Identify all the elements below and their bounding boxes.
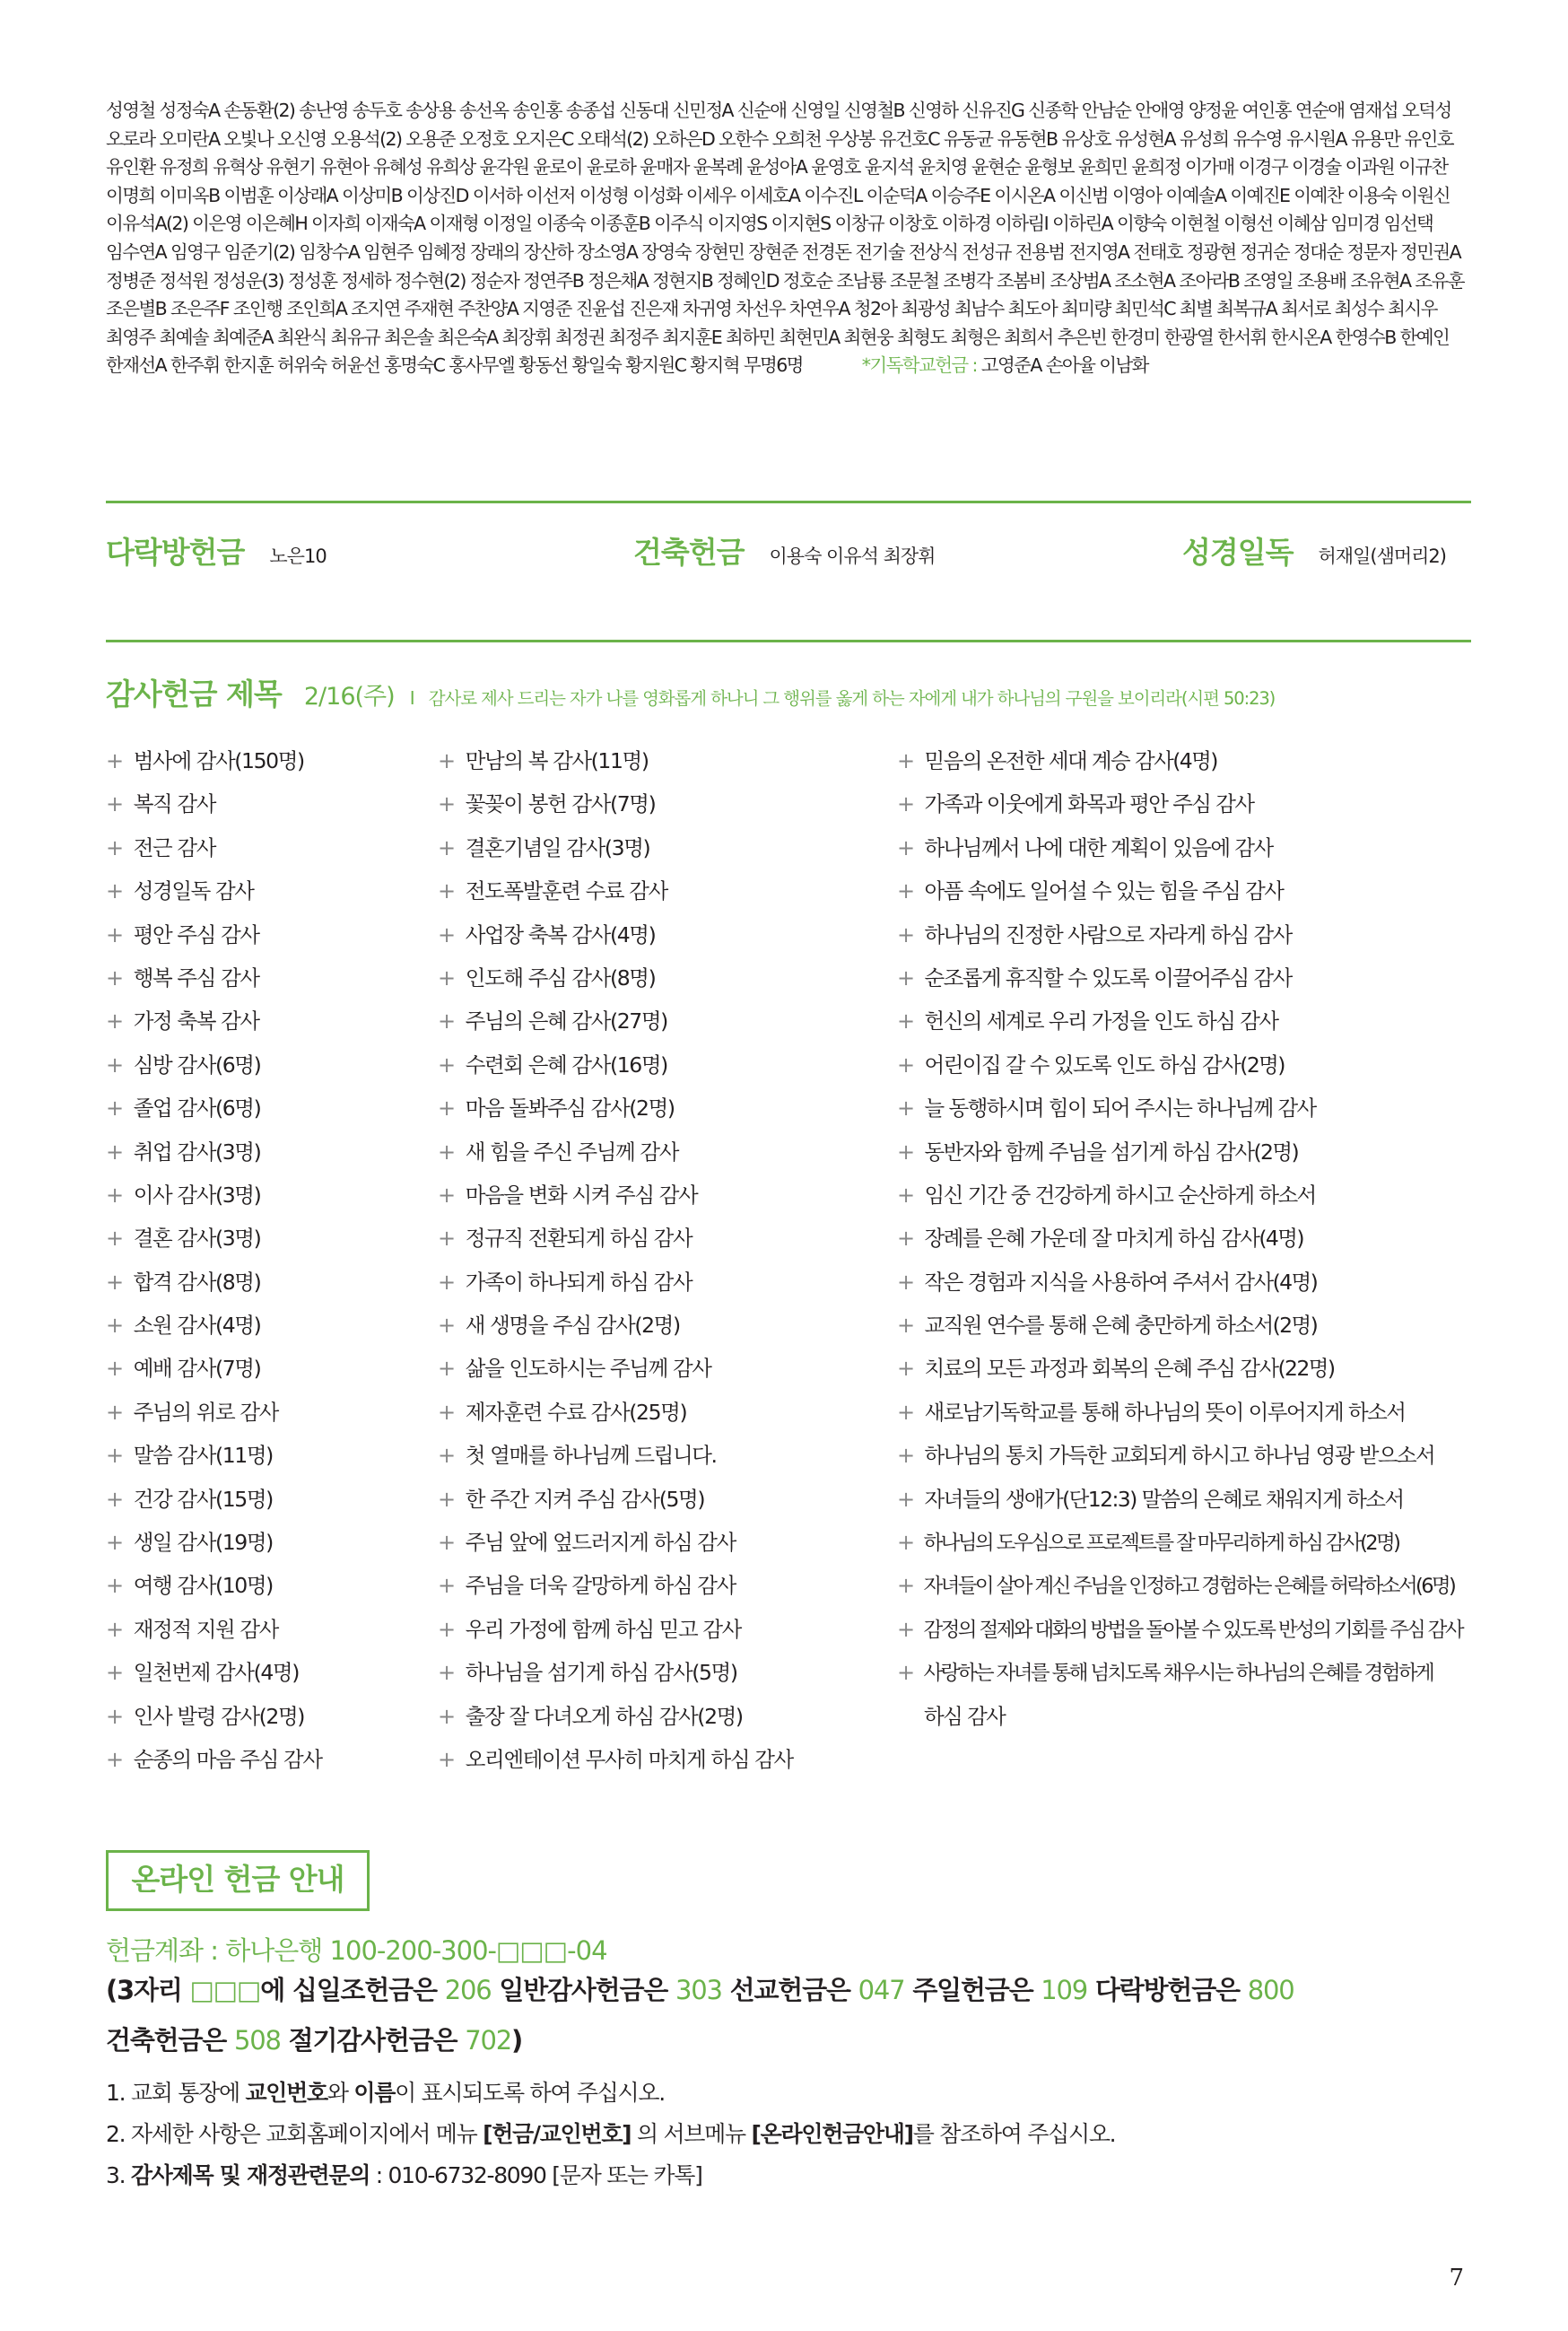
plus-icon: + xyxy=(438,1530,455,1556)
thanks-item xyxy=(106,1222,322,1265)
note-text: : 010-6732-8090 [문자 또는 카톡] xyxy=(375,2162,702,2188)
thanks-item xyxy=(897,919,1462,962)
note-text: 의 서브메뉴 xyxy=(636,2121,745,2147)
thanks-item xyxy=(438,1136,793,1179)
thanks-item xyxy=(438,1049,793,1092)
plus-icon: + xyxy=(106,748,123,773)
thanks-list-col1 xyxy=(106,745,322,1786)
thanks-item-label: 교직원 연수를 통해 은혜 충만하게 하소서(2명) xyxy=(924,1313,1318,1339)
thanks-item xyxy=(106,919,322,962)
plus-icon: + xyxy=(438,791,455,817)
thanks-item-label: 가정 축복 감사 xyxy=(133,1008,259,1035)
thanks-item xyxy=(897,1613,1462,1656)
offering-names: 성영철 성정숙A 손동환(2) 송난영 송두호 송상용 송선옥 송인홍 송종섭 신동대 신민정A 신순애 신영일 신영철B 신영하 신유진G 신종학 안남순 안애영 양정윤 여인홍 연순애 염재섭 오덕성 오로라 오미란A 오빛나 오신영 오용석(2) 오용준 오정호 오지은C 오태석(2) 오하은D 오한수 오희천 우상봉 유건호C 유동균 유동현B 유상호 유성현A 유성희 유수영 유시원A 유용만 유인호 유인환 유정희 유혁상 유현기 유현아 유혜성 유희상 윤각원 윤로이 윤로하 윤매자 윤복례 윤성아A 윤영호 윤지석 윤치영 윤현순 윤형보 윤희민 윤희정 이가매 이경구 이경술 이과원 이규찬 이명희 이미옥B 이범훈 이상래A 이상미B 이상진D 이서하 이선저 이성형 이성화 이세우 이세호A 이수진L 이순덕A 이승주E 이시온A 이신범 이영아 이예솔A 이예진E 이예찬 이용숙 이원신 이유석A(2) 이은영 이은혜H 이자희 이재숙A 이재형 이정일 이종숙 이종훈B 이주식 이지영S 이지현S 이창규 이창호 이하경 이하림I 이하린A 이향숙 이현철 이형선 이혜삼 임미경 임선택 임수연A 임영구 임준기(2) 임창수A 임현주 임혜정 장래의 장산하 장소영A 장영숙 장현민 장현준 전경돈 전기술 전상식 전성규 전용범 전지영A 전태호 정광현 정귀순 정대순 정문자 정민권A 정병준 정석원 정성운(3) 정성훈 정세하 정수현(2) 정순자 정연주B 정은채A 정현지B 정혜인D 정호순 조남룡 조문철 조병각 조봄비 조상범A 조소현A 조아라B 조영일 조용배 조유현A 조유훈 조은별B 조은주F 조인행 조인희A 조지연 주재현 주찬양A 지영준 진윤섭 진은재 차귀영 차선우 차연우A 청2아 최광성 최남수 최도아 최미량 최민석C 최별 최복규A 최서로 최성수 최시우 최영주 최예솔 최예준A 최완식 최유규 최은솔 최은숙A 최장휘 최정권 최정주 최지훈E 최하민 최현민A 최현웅 최형도 최형은 최희서 추은빈 한경미 한광열 한서휘 한시온A 한영수B 한예인 한재선A 한주휘 한지훈 허위숙 허윤선 홍명숙C 홍사무엘 황동선 황일숙 황지원C 황지혁 무명6명 xyxy=(106,100,1464,377)
thanks-item xyxy=(106,1483,322,1526)
thanks-item xyxy=(438,1092,793,1135)
thanks-item xyxy=(106,1266,322,1309)
code-number: 702 xyxy=(465,2025,512,2056)
note-3 xyxy=(106,2155,1115,2196)
plus-icon: + xyxy=(438,1573,455,1599)
thanks-item xyxy=(438,788,793,831)
thanks-item-label: 동반자와 함께 주님을 섬기게 하심 감사(2명) xyxy=(924,1139,1299,1165)
thanks-item-label: 새 힘을 주신 주님께 감사 xyxy=(465,1139,679,1165)
offering-names-block xyxy=(106,97,1469,380)
note-bold: 교인번호 xyxy=(245,2080,327,2106)
thanks-item-label: 임신 기간 중 건강하게 하시고 순산하게 하소서 xyxy=(924,1182,1316,1208)
thanks-item-label: 감정의 절제와 대화의 방법을 돌아볼 수 있도록 반성의 기회를 주심 감사 xyxy=(923,1618,1462,1642)
thanks-item xyxy=(106,1743,322,1786)
account-line: 헌금계좌 : 하나은행 100-200-300-□□□-04 xyxy=(106,1935,607,1966)
plus-icon: + xyxy=(438,1356,455,1382)
thanks-list-col3 xyxy=(897,745,1462,1743)
plus-icon: + xyxy=(438,1486,455,1512)
plus-icon: + xyxy=(106,1096,123,1122)
thanks-item xyxy=(106,1179,322,1222)
thanks-item xyxy=(438,1700,793,1743)
thanks-item xyxy=(438,1569,793,1612)
plus-icon: + xyxy=(438,1746,455,1772)
thanks-item-label: 범사에 감사(150명) xyxy=(133,748,304,773)
thanks-list-col2 xyxy=(438,745,793,1786)
plus-icon: + xyxy=(897,1660,913,1686)
thanks-item xyxy=(106,875,322,918)
thanks-item xyxy=(438,1352,793,1395)
plus-icon: + xyxy=(897,748,914,773)
thanks-item xyxy=(106,1526,322,1569)
thanks-item xyxy=(897,1309,1462,1352)
offering-names: 노은10 xyxy=(269,546,327,567)
plus-icon: + xyxy=(106,878,123,904)
thanks-item-label: 일천번제 감사(4명) xyxy=(133,1660,299,1686)
thanks-item xyxy=(106,1049,322,1092)
plus-icon: + xyxy=(106,1573,123,1599)
thanks-item xyxy=(106,788,322,831)
plus-icon: + xyxy=(438,748,455,773)
thanks-item xyxy=(106,962,322,1005)
plus-icon: + xyxy=(897,1182,914,1208)
thanks-item-label: 주님의 위로 감사 xyxy=(133,1399,278,1425)
plus-icon: + xyxy=(106,1052,123,1078)
plus-icon: + xyxy=(438,1616,455,1642)
code-number: 109 xyxy=(1041,1975,1088,2005)
thanks-item-label: 심방 감사(6명) xyxy=(133,1052,261,1078)
thanks-item-label: 하심 감사 xyxy=(924,1703,1006,1729)
note-text: 2. 자세한 사항은 교회홈페이지에서 메뉴 xyxy=(106,2121,477,2147)
note-2 xyxy=(106,2114,1115,2155)
plus-icon: + xyxy=(438,1269,455,1295)
thanks-item xyxy=(438,1656,793,1699)
plus-icon: + xyxy=(897,921,914,947)
thanks-item xyxy=(897,1092,1462,1135)
thanks-item xyxy=(897,1222,1462,1265)
plus-icon: + xyxy=(106,1399,123,1425)
note-text: 와 xyxy=(327,2080,348,2106)
thanks-item-label: 취업 감사(3명) xyxy=(133,1139,261,1165)
note-bold: 이름 xyxy=(353,2080,396,2106)
thanks-item-label: 전근 감사 xyxy=(133,834,215,860)
offering-title: 다락방헌금 xyxy=(106,535,245,570)
thanks-item-label: 이사 감사(3명) xyxy=(133,1182,261,1208)
thanks-item xyxy=(897,1483,1462,1526)
thanks-item-label: 정규직 전환되게 하심 감사 xyxy=(465,1226,693,1252)
thanks-item-label: 제자훈련 수료 감사(25명) xyxy=(465,1399,687,1425)
thanks-item xyxy=(897,1179,1462,1222)
plus-icon: + xyxy=(106,965,123,991)
thanks-item xyxy=(897,788,1462,831)
thanks-item xyxy=(438,875,793,918)
thanks-item xyxy=(438,1396,793,1439)
note-bold: [헌금/교인번호] xyxy=(483,2121,632,2147)
offering-names: 허재일(샘머리2) xyxy=(1318,546,1446,567)
plus-icon: + xyxy=(897,834,914,860)
thanks-item-label: 작은 경험과 지식을 사용하여 주셔서 감사(4명) xyxy=(924,1269,1318,1295)
plus-icon: + xyxy=(106,1313,123,1339)
plus-icon: + xyxy=(897,1052,914,1078)
thanks-item-label: 자녀들이 살아 계신 주님을 인정하고 경험하는 은혜를 허락하소서(6명) xyxy=(923,1575,1455,1599)
plus-icon: + xyxy=(438,878,455,904)
thanks-item xyxy=(897,1569,1462,1612)
thanks-item-label: 결혼기념일 감사(3명) xyxy=(465,834,650,860)
plus-icon: + xyxy=(438,1313,455,1339)
plus-icon: + xyxy=(897,1486,914,1512)
thanks-item-label: 꽃꽂이 봉헌 감사(7명) xyxy=(465,791,656,817)
plus-icon: + xyxy=(897,791,914,817)
plus-icon: + xyxy=(897,1443,914,1469)
divider-top xyxy=(106,501,1471,503)
plus-icon: + xyxy=(106,1486,123,1512)
thanks-item-label: 헌신의 세계로 우리 가정을 인도 하심 감사 xyxy=(924,1008,1278,1035)
offering-building xyxy=(633,529,935,572)
thanks-item-label: 오리엔테이션 무사히 마치게 하심 감사 xyxy=(465,1746,793,1772)
note-1 xyxy=(106,2073,1115,2114)
code-text: 선교헌금은 xyxy=(729,1975,850,2005)
thanks-item xyxy=(106,832,322,875)
thanks-item-label: 예배 감사(7명) xyxy=(133,1356,261,1382)
thanks-item-label: 우리 가정에 함께 하심 믿고 감사 xyxy=(465,1616,741,1642)
thanks-item-label: 하나님께서 나에 대한 계획이 있음에 감사 xyxy=(924,834,1273,860)
code-text: 일반감사헌금은 xyxy=(499,1975,668,2005)
thanks-item xyxy=(897,1700,1462,1743)
code-text: 절기감사헌금은 xyxy=(288,2025,457,2056)
plus-icon: + xyxy=(438,1703,455,1729)
thanks-item-label: 주님을 더욱 갈망하게 하심 감사 xyxy=(465,1573,736,1599)
code-text: (3자리 xyxy=(106,1975,182,2005)
plus-icon: + xyxy=(106,834,123,860)
thanks-item xyxy=(897,1136,1462,1179)
plus-icon: + xyxy=(106,1008,123,1035)
plus-icon: + xyxy=(897,1269,914,1295)
thanks-item-label: 장례를 은혜 가운데 잘 마치게 하심 감사(4명) xyxy=(924,1226,1303,1252)
code-text: 다락방헌금은 xyxy=(1094,1975,1240,2005)
code-number: 047 xyxy=(858,1975,905,2005)
thanks-item xyxy=(438,1613,793,1656)
plus-icon: + xyxy=(438,1052,455,1078)
thanks-item-label: 새 생명을 주심 감사(2명) xyxy=(465,1313,680,1339)
note-text: 를 참조하여 주십시오. xyxy=(912,2121,1116,2147)
plus-icon: + xyxy=(106,791,123,817)
thanks-item xyxy=(438,1179,793,1222)
plus-icon: + xyxy=(106,1226,123,1252)
thanks-item-label: 가족이 하나되게 하심 감사 xyxy=(465,1269,693,1295)
plus-icon: + xyxy=(438,965,455,991)
thanks-item xyxy=(897,1396,1462,1439)
thanks-item xyxy=(897,1005,1462,1048)
code-text: 에 십일조헌금은 xyxy=(260,1975,437,2005)
thanks-item xyxy=(897,875,1462,918)
thanks-item xyxy=(897,745,1462,788)
thanks-item xyxy=(897,1049,1462,1092)
thanks-item xyxy=(438,1743,793,1786)
thanks-item-label: 출장 잘 다녀오게 하심 감사(2명) xyxy=(465,1703,743,1729)
offering-names: 이용숙 이유석 최장휘 xyxy=(769,546,936,567)
thanks-item-label: 소원 감사(4명) xyxy=(133,1313,261,1339)
thanks-item-label: 아픔 속에도 일어설 수 있는 힘을 주심 감사 xyxy=(924,878,1284,904)
thanks-item-label: 하나님을 섬기게 하심 감사(5명) xyxy=(465,1660,737,1686)
thanks-item xyxy=(106,1005,322,1048)
plus-icon: + xyxy=(438,1182,455,1208)
plus-icon: + xyxy=(106,1269,123,1295)
plus-icon: + xyxy=(897,878,914,904)
plus-icon: + xyxy=(106,1616,123,1642)
thanks-item xyxy=(438,1439,793,1482)
plus-icon: + xyxy=(438,1226,455,1252)
plus-icon: + xyxy=(438,1096,455,1122)
plus-icon: + xyxy=(106,1356,123,1382)
prayer-school-label: *기독학교헌금 : xyxy=(861,354,977,377)
plus-icon: + xyxy=(106,1443,123,1469)
thanks-item xyxy=(438,1266,793,1309)
code-line-2 xyxy=(106,2021,1469,2057)
thanks-item-label: 마음 돌봐주심 감사(2명) xyxy=(465,1096,675,1122)
plus-icon: + xyxy=(897,1096,914,1122)
thanks-item xyxy=(438,1483,793,1526)
plus-icon: + xyxy=(438,1660,455,1686)
thanks-item xyxy=(106,1656,322,1699)
offering-title: 성경일독 xyxy=(1182,535,1294,570)
thanks-item-label: 결혼 감사(3명) xyxy=(133,1226,261,1252)
offering-darakbang xyxy=(106,529,327,572)
plus-icon: + xyxy=(106,1746,123,1772)
plus-icon: + xyxy=(897,965,914,991)
thanks-item-label: 인도해 주심 감사(8명) xyxy=(465,965,656,991)
plus-icon: + xyxy=(106,1139,123,1165)
note-text: 3. xyxy=(106,2162,126,2188)
online-notes xyxy=(106,2073,1115,2196)
thanks-item-label: 주님의 은혜 감사(27명) xyxy=(465,1008,667,1035)
thanks-item-label: 여행 감사(10명) xyxy=(133,1573,273,1599)
thanks-item-label: 수련회 은혜 감사(16명) xyxy=(465,1052,667,1078)
thanks-item-label: 말씀 감사(11명) xyxy=(133,1443,273,1469)
thanks-item-label: 성경일독 감사 xyxy=(133,878,254,904)
thanks-item xyxy=(897,1439,1462,1482)
thanks-item-label: 졸업 감사(6명) xyxy=(133,1096,261,1122)
plus-icon: + xyxy=(106,1182,123,1208)
thanks-date: 2/16(주) xyxy=(303,683,395,711)
page-number: 7 xyxy=(1449,2265,1464,2292)
thanks-item-label: 주님 앞에 엎드러지게 하심 감사 xyxy=(465,1530,736,1556)
thanks-item xyxy=(438,1309,793,1352)
note-bold: 감사제목 및 재정관련문의 xyxy=(130,2162,370,2188)
thanks-item-label: 치료의 모든 과정과 회복의 은혜 주심 감사(22명) xyxy=(924,1356,1335,1382)
thanks-item xyxy=(897,832,1462,875)
code-number: 206 xyxy=(444,1975,492,2005)
code-text: 주일헌금은 xyxy=(912,1975,1033,2005)
thanks-item-label: 사랑하는 자녀를 통해 넘치도록 채우시는 하나님의 은혜를 경험하게 xyxy=(923,1662,1433,1686)
thanks-item-label: 가족과 이웃에게 화목과 평안 주심 감사 xyxy=(924,791,1254,817)
thanks-item-label: 순조롭게 휴직할 수 있도록 이끌어주심 감사 xyxy=(924,965,1292,991)
thanks-item-label: 재정적 지원 감사 xyxy=(133,1616,278,1642)
thanks-item xyxy=(106,1439,322,1482)
code-boxes: □□□ xyxy=(189,1975,261,2005)
code-text: ) xyxy=(511,2025,523,2056)
thanks-item xyxy=(438,745,793,788)
plus-icon: + xyxy=(897,1226,914,1252)
thanks-item xyxy=(106,1613,322,1656)
thanks-item-label: 첫 열매를 하나님께 드립니다. xyxy=(465,1443,717,1469)
thanks-item-label: 사업장 축복 감사(4명) xyxy=(465,921,656,947)
thanks-verse: 감사로 제사 드리는 자가 나를 영화롭게 하나니 그 행위를 옳게 하는 자에게 내가 하나님의 구원을 보이리라(시편 50:23) xyxy=(428,688,1276,709)
plus-icon: + xyxy=(438,1008,455,1035)
thanks-item xyxy=(897,1266,1462,1309)
plus-icon: + xyxy=(897,1616,913,1642)
plus-icon: + xyxy=(897,1530,913,1556)
thanks-item xyxy=(438,1526,793,1569)
thanks-item xyxy=(106,745,322,788)
thanks-item-label: 하나님의 진정한 사람으로 자라게 하심 감사 xyxy=(924,921,1292,947)
thanks-item-label: 전도폭발훈련 수료 감사 xyxy=(465,878,667,904)
code-line-1 xyxy=(106,1970,1469,2007)
plus-icon: + xyxy=(897,1313,914,1339)
thanks-item-label: 새로남기독학교를 통해 하나님의 뜻이 이루어지게 하소서 xyxy=(924,1399,1406,1425)
note-text: 이 표시되도록 하여 주십시오. xyxy=(395,2080,665,2106)
thanks-item xyxy=(106,1092,322,1135)
note-bold: [온라인헌금안내] xyxy=(751,2121,913,2147)
thanks-item xyxy=(897,962,1462,1005)
online-offering-title: 온라인 헌금 안내 xyxy=(106,1850,370,1911)
offering-title: 건축헌금 xyxy=(633,535,745,570)
plus-icon: + xyxy=(438,1139,455,1165)
thanks-item-label: 생일 감사(19명) xyxy=(133,1530,273,1556)
note-text: 1. 교회 통장에 xyxy=(106,2080,240,2106)
thanks-item xyxy=(438,1005,793,1048)
thanks-item-label: 마음을 변화 시켜 주심 감사 xyxy=(465,1182,698,1208)
thanks-item xyxy=(106,1136,322,1179)
code-number: 303 xyxy=(675,1975,722,2005)
thanks-separator: I xyxy=(409,687,415,709)
thanks-item xyxy=(106,1352,322,1395)
plus-icon: + xyxy=(106,1703,123,1729)
thanks-item-label: 믿음의 온전한 세대 계승 감사(4명) xyxy=(924,748,1217,773)
thanks-item xyxy=(106,1569,322,1612)
thanks-item xyxy=(106,1700,322,1743)
thanks-item-label: 행복 주심 감사 xyxy=(133,965,259,991)
thanks-item-label: 복직 감사 xyxy=(133,791,215,817)
code-number: 800 xyxy=(1247,1975,1294,2005)
code-number: 508 xyxy=(233,2025,281,2056)
thanks-item-label: 한 주간 지켜 주심 감사(5명) xyxy=(465,1486,705,1512)
thanks-item-label: 하나님의 도우심으로 프로젝트를 잘 마무리하게 하심 감사(2명) xyxy=(923,1532,1399,1556)
plus-icon: + xyxy=(106,1660,123,1686)
plus-icon: + xyxy=(438,921,455,947)
thanks-item-label: 건강 감사(15명) xyxy=(133,1486,273,1512)
thanks-item xyxy=(438,1222,793,1265)
plus-icon: + xyxy=(897,1573,913,1599)
thanks-item xyxy=(438,962,793,1005)
offering-bible-reading xyxy=(1182,529,1446,572)
thanks-item xyxy=(106,1309,322,1352)
thanks-item-label: 어린이집 갈 수 있도록 인도 하심 감사(2명) xyxy=(924,1052,1285,1078)
prayer-school-names: 고영준A 손아율 이남화 xyxy=(980,354,1148,377)
plus-icon: + xyxy=(897,1008,914,1035)
thanks-item xyxy=(897,1352,1462,1395)
plus-icon: + xyxy=(897,1139,914,1165)
thanks-title: 감사헌금 제목 xyxy=(106,677,282,712)
thanks-item xyxy=(106,1396,322,1439)
thanks-item-label: 하나님의 통치 가득한 교회되게 하시고 하나님 영광 받으소서 xyxy=(924,1443,1435,1469)
plus-icon: + xyxy=(106,1530,123,1556)
thanks-item-label: 순종의 마음 주심 감사 xyxy=(133,1746,322,1772)
plus-icon: + xyxy=(438,1399,455,1425)
thanks-heading xyxy=(106,671,1478,713)
thanks-item-label: 자녀들의 생애가(단12:3) 말씀의 은혜로 채워지게 하소서 xyxy=(924,1486,1404,1512)
plus-icon: + xyxy=(106,921,123,947)
plus-icon: + xyxy=(897,1399,914,1425)
thanks-item xyxy=(897,1656,1462,1699)
thanks-item-label: 만남의 복 감사(11명) xyxy=(465,748,649,773)
thanks-item-label: 삶을 인도하시는 주님께 감사 xyxy=(465,1356,711,1382)
thanks-item-label: 인사 발령 감사(2명) xyxy=(133,1703,305,1729)
thanks-item-label: 평안 주심 감사 xyxy=(133,921,259,947)
divider-middle xyxy=(106,640,1471,642)
thanks-item xyxy=(438,919,793,962)
plus-icon: + xyxy=(438,1443,455,1469)
plus-icon: + xyxy=(438,834,455,860)
thanks-item xyxy=(438,832,793,875)
code-text: 건축헌금은 xyxy=(106,2025,227,2056)
plus-icon: + xyxy=(897,1356,914,1382)
thanks-item xyxy=(897,1526,1462,1569)
thanks-item-label: 합격 감사(8명) xyxy=(133,1269,261,1295)
thanks-item-label: 늘 동행하시며 힘이 되어 주시는 하나님께 감사 xyxy=(924,1096,1316,1122)
